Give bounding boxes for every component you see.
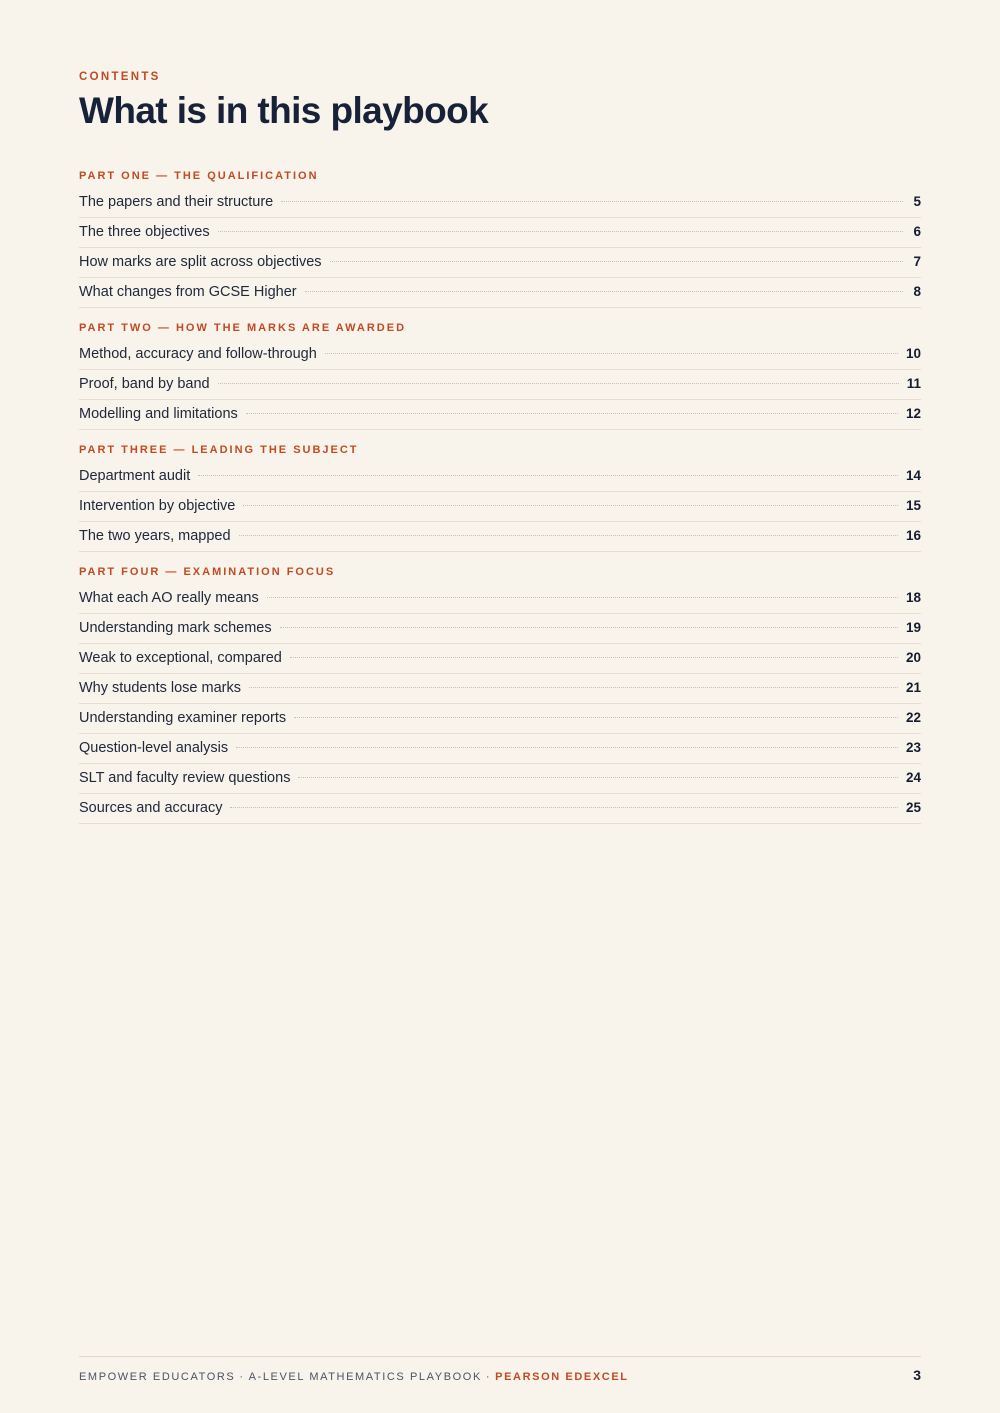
footer-separator: · bbox=[485, 1371, 492, 1383]
toc-part-three bbox=[79, 443, 921, 552]
toc-entry-title: The papers and their structure bbox=[79, 194, 274, 210]
toc-entry-page: 12 bbox=[905, 406, 921, 421]
section-eyebrow: CONTENTS bbox=[79, 71, 161, 83]
toc-entry-page: 22 bbox=[905, 710, 921, 725]
toc-entry[interactable] bbox=[79, 370, 921, 400]
dot-leader bbox=[281, 201, 903, 202]
dot-leader bbox=[198, 475, 898, 476]
page-title: What is in this playbook bbox=[79, 90, 489, 131]
toc-entry[interactable] bbox=[79, 764, 921, 794]
toc-entry-title: SLT and faculty review questions bbox=[79, 770, 291, 786]
toc-part-two bbox=[79, 321, 921, 430]
toc-entry-title: The three objectives bbox=[79, 224, 210, 240]
toc-entry-title: Question-level analysis bbox=[79, 740, 229, 756]
page-number: 3 bbox=[913, 1367, 921, 1383]
toc-entry-page: 24 bbox=[905, 770, 921, 785]
dot-leader bbox=[243, 505, 898, 506]
dot-leader bbox=[325, 353, 898, 354]
toc-entry-page: 15 bbox=[905, 498, 921, 513]
toc-part-heading: PART ONE — THE QUALIFICATION bbox=[79, 170, 319, 182]
toc-entry[interactable] bbox=[79, 794, 921, 824]
toc-entry[interactable] bbox=[79, 584, 921, 614]
dot-leader bbox=[246, 413, 898, 414]
toc-entry-page: 18 bbox=[905, 590, 921, 605]
toc-entry-page: 23 bbox=[905, 740, 921, 755]
toc-entry-page: 5 bbox=[913, 194, 921, 209]
toc-entry[interactable] bbox=[79, 248, 921, 278]
toc-entry-title: Intervention by objective bbox=[79, 498, 236, 514]
toc-entry-page: 8 bbox=[913, 284, 921, 299]
toc-entry[interactable] bbox=[79, 218, 921, 248]
toc-entry-title: What changes from GCSE Higher bbox=[79, 284, 297, 300]
footer-publisher: EMPOWER EDUCATORS bbox=[79, 1371, 236, 1383]
toc-entry[interactable] bbox=[79, 462, 921, 492]
toc-entry-title: Weak to exceptional, compared bbox=[79, 650, 282, 666]
dot-leader bbox=[249, 687, 898, 688]
toc-part-one bbox=[79, 169, 921, 308]
toc-entry-title: Understanding examiner reports bbox=[79, 710, 287, 726]
table-of-contents bbox=[79, 169, 921, 837]
toc-entry-title: The two years, mapped bbox=[79, 528, 231, 544]
toc-part-heading: PART THREE — LEADING THE SUBJECT bbox=[79, 444, 359, 456]
dot-leader bbox=[230, 807, 898, 808]
dot-leader bbox=[280, 627, 898, 628]
toc-entry[interactable] bbox=[79, 704, 921, 734]
toc-entry-title: Sources and accuracy bbox=[79, 800, 223, 816]
dot-leader bbox=[267, 597, 898, 598]
toc-entry-page: 14 bbox=[905, 468, 921, 483]
toc-entry-title: What each AO really means bbox=[79, 590, 259, 606]
toc-entry-title: How marks are split across objectives bbox=[79, 254, 322, 270]
toc-part-heading: PART FOUR — EXAMINATION FOCUS bbox=[79, 566, 336, 578]
dot-leader bbox=[218, 383, 899, 384]
toc-entry-page: 11 bbox=[906, 376, 921, 391]
toc-entry-page: 16 bbox=[905, 528, 921, 543]
dot-leader bbox=[239, 535, 898, 536]
toc-entry-page: 19 bbox=[905, 620, 921, 635]
toc-entry[interactable] bbox=[79, 614, 921, 644]
toc-part-four bbox=[79, 565, 921, 824]
toc-entry-page: 7 bbox=[913, 254, 921, 269]
toc-entry-title: Modelling and limitations bbox=[79, 406, 238, 422]
toc-entry-title: Understanding mark schemes bbox=[79, 620, 272, 636]
toc-entry[interactable] bbox=[79, 674, 921, 704]
toc-part-heading: PART TWO — HOW THE MARKS ARE AWARDED bbox=[79, 322, 407, 334]
toc-entry-title: Why students lose marks bbox=[79, 680, 241, 696]
toc-entry[interactable] bbox=[79, 492, 921, 522]
toc-entry[interactable] bbox=[79, 644, 921, 674]
toc-entry[interactable] bbox=[79, 734, 921, 764]
toc-entry-page: 10 bbox=[905, 346, 921, 361]
toc-entry-title: Method, accuracy and follow-through bbox=[79, 346, 317, 362]
dot-leader bbox=[236, 747, 898, 748]
dot-leader bbox=[305, 291, 903, 292]
footer-brand: PEARSON EDEXCEL bbox=[495, 1371, 629, 1383]
toc-entry-page: 21 bbox=[905, 680, 921, 695]
dot-leader bbox=[298, 777, 898, 778]
toc-entry-title: Department audit bbox=[79, 468, 191, 484]
page-footer bbox=[79, 1356, 921, 1383]
toc-entry[interactable] bbox=[79, 400, 921, 430]
toc-entry-page: 25 bbox=[905, 800, 921, 815]
footer-book-title: A-LEVEL MATHEMATICS PLAYBOOK bbox=[248, 1371, 482, 1383]
toc-entry[interactable] bbox=[79, 340, 921, 370]
toc-entry[interactable] bbox=[79, 188, 921, 218]
dot-leader bbox=[330, 261, 903, 262]
toc-entry-title: Proof, band by band bbox=[79, 376, 210, 392]
dot-leader bbox=[290, 657, 898, 658]
toc-entry-page: 6 bbox=[913, 224, 921, 239]
toc-entry[interactable] bbox=[79, 522, 921, 552]
toc-entry[interactable] bbox=[79, 278, 921, 308]
dot-leader bbox=[294, 717, 898, 718]
toc-entry-page: 20 bbox=[905, 650, 921, 665]
footer-separator: · bbox=[239, 1371, 245, 1383]
footer-running-title bbox=[79, 1371, 629, 1383]
dot-leader bbox=[218, 231, 903, 232]
